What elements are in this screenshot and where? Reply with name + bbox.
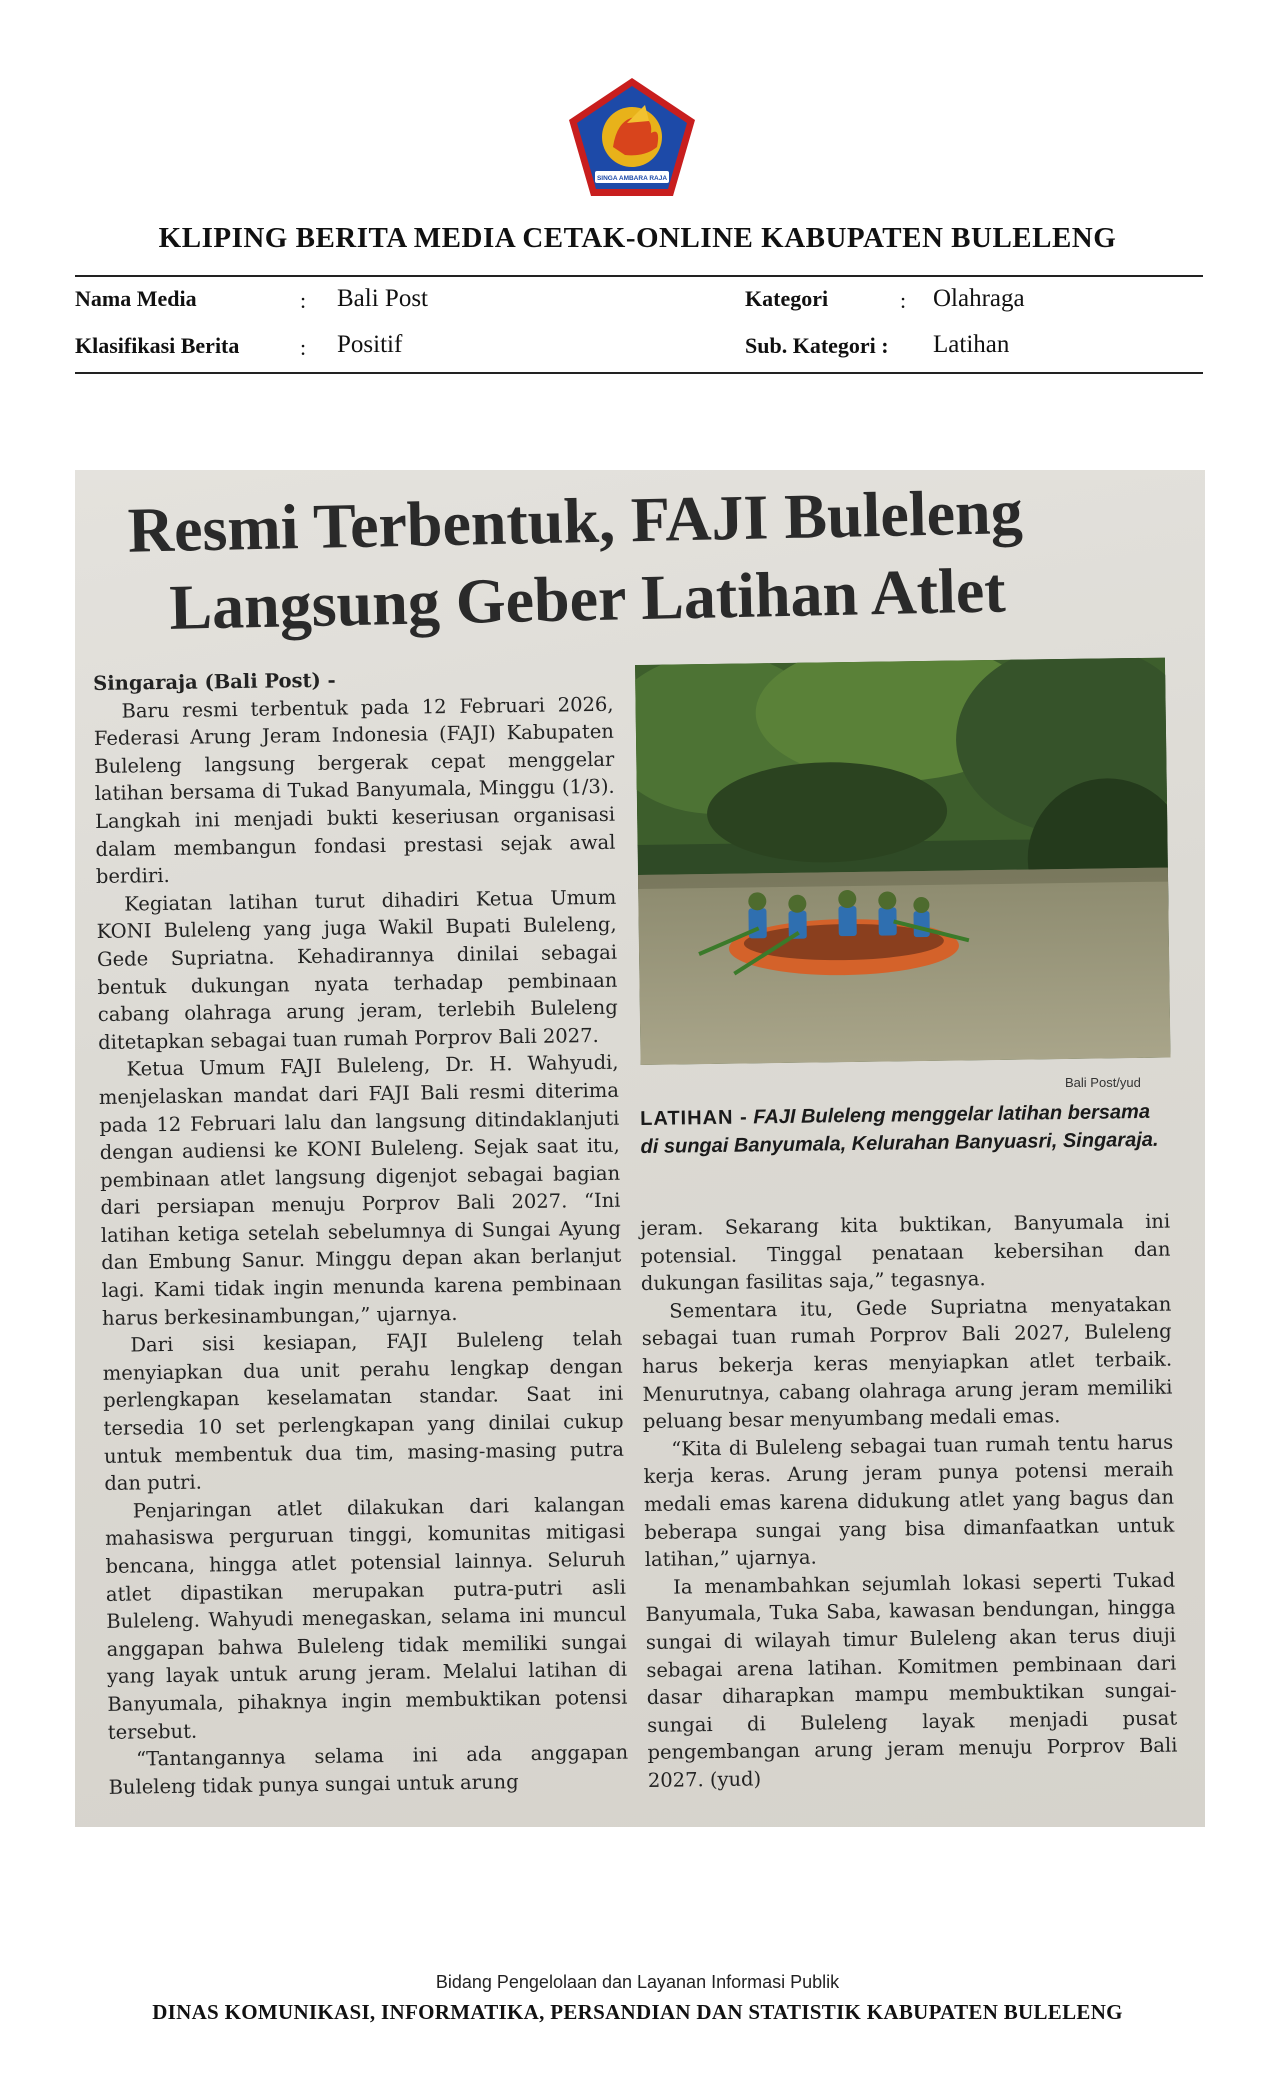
subkategori-label: Sub. Kategori : <box>745 333 889 358</box>
divider-top <box>75 275 1203 277</box>
headline-line-2: Langsung Geber Latihan Atlet <box>168 554 1007 643</box>
photo-caption <box>640 1098 1171 1161</box>
paragraph: Penjaringan atlet dilakukan dari kalangan mahasiswa perguruan tinggi, komunitas mitigasi bencana, hingga atlet potensial lainnya. Seluruh atlet dipastikan merupakan putra-putri asli Buleleng. Wahyudi menegaskan, selama ini muncul anggapan bahwa Buleleng tidak memiliki sungai yang layak untuk arung jeram. Melalui latihan di Banyumala, pihaknya ingin membuktikan potensi tersebut. <box>104 1492 628 1744</box>
paragraph: Dari sisi kesiapan, FAJI Buleleng telah menyiapkan dua unit perahu lengkap dengan perlengkapan keselamatan standar. Saat ini tersedia 10 set perlengkapan yang dinilai cukup untuk membentuk dua tim, masing-masing putra dan putri. <box>102 1326 625 1496</box>
paragraph: Sementara itu, Gede Supriatna menyatakan sebagai tuan rumah Porprov Bali 2027, Buleleng harus bekerja keras menyiapkan atlet terbaik. Menurutnya, cabang olahraga arung jeram memiliki peluang besar menyumbang medali emas. <box>641 1292 1173 1434</box>
kategori-label: Kategori <box>745 286 829 311</box>
photo-credit: Bali Post/yud <box>1065 1075 1141 1090</box>
article-column-2 <box>640 1208 1178 1795</box>
media-value: Bali Post <box>337 285 428 312</box>
headline-line-1: Resmi Terbentuk, FAJI Buleleng <box>127 476 1024 566</box>
article-headline <box>115 470 1178 648</box>
page-title: KLIPING BERITA MEDIA CETAK-ONLINE KABUPATEN BULELENG <box>158 222 1117 254</box>
footer-agency: DINAS KOMUNIKASI, INFORMATIKA, PERSANDIAN DAN STATISTIK KABUPATEN BULELENG <box>152 2000 1123 2024</box>
klasifikasi-colon: : <box>300 335 307 360</box>
rafting-photo <box>635 658 1171 1065</box>
paragraph: “Kita di Buleleng sebagai tuan rumah tentu harus kerja keras. Arung jeram punya potensi meraih medali emas karena didukung atlet yang bagus dan beberapa sungai yang bisa dimanfaatkan untuk latihan,” ujarnya. <box>643 1430 1175 1572</box>
caption-lead: LATIHAN - <box>640 1106 748 1130</box>
media-label: Nama Media <box>75 286 197 311</box>
kategori-colon: : <box>900 288 907 313</box>
footer-department: Bidang Pengelolaan dan Layanan Informasi Publik <box>435 1972 840 1992</box>
subkategori-value: Latihan <box>933 331 1010 358</box>
klasifikasi-label: Klasifikasi Berita <box>75 333 240 358</box>
paragraph: Ketua Umum FAJI Buleleng, Dr. H. Wahyudi, menjelaskan mandat dari FAJI Bali resmi diterima pada 12 Februari lalu dan langsung ditindaklanjuti dengan audiensi ke KONI Buleleng. Sejak saat itu, pembinaan atlet langsung digenjot sebagai bagian dari persiapan menuju Porprov Bali 2027. “Ini latihan ketiga setelah sebelumnya di Sungai Ayung dan Embung Sanur. Minggu depan akan berlanjut lagi. Kami tidak ingin menunda karena pembinaan harus berkesinambungan,” ujarnya. <box>98 1051 622 1330</box>
article-dateline: Singaraja (Bali Post) - <box>93 668 336 695</box>
paragraph: Ia menambahkan sejumlah lokasi seperti Tukad Banyumala, Tuka Saba, kawasan bendungan, hingga sungai di wilayah timur Buleleng akan terus diuji sebagai arena latihan. Komitmen pembinaan dari dasar diharapkan mampu membuktikan sungai-sungai di Buleleng layak menjadi pusat pengembangan arung jeram menuju Porprov Bali 2027. (yud) <box>645 1568 1178 1792</box>
paragraph: Baru resmi terbentuk pada 12 Februari 2026, Federasi Arung Jeram Indonesia (FAJI) Kabupaten Buleleng langsung bergerak cepat menggelar latihan bersama di Tukad Banyumala, Minggu (1/3). Langkah ini menjadi bukti keseriusan organisasi dalam membangun fondasi prestasi sejak awal berdiri. <box>93 692 616 889</box>
media-colon: : <box>300 288 307 313</box>
paragraph: Kegiatan latihan turut dihadiri Ketua Umum KONI Buleleng yang juga Wakil Bupati Buleleng, Gede Supriatna. Kehadirannya dinilai sebagai bentuk dukungan nyata terhadap pembinaan cabang olahraga arung jeram, terlebih Buleleng ditetapkan sebagai tuan rumah Porprov Bali 2027. <box>96 885 618 1054</box>
caption-text: FAJI Buleleng menggelar latihan bersama di sungai Banyumala, Kelurahan Banyuasri, Singaraja. <box>640 1100 1159 1158</box>
regency-emblem-logo <box>565 75 699 199</box>
kategori-value: Olahraga <box>933 285 1025 312</box>
klasifikasi-value: Positif <box>337 331 403 358</box>
paragraph: “Tantangannya selama ini ada anggapan Buleleng tidak punya sungai untuk arung <box>108 1740 629 1799</box>
newspaper-clipping <box>75 470 1205 1827</box>
logo-motto: SINGA AMBARA RAJA <box>596 175 668 182</box>
divider-bottom <box>75 372 1203 374</box>
paragraph: jeram. Sekarang kita buktikan, Banyumala ini potensial. Tinggal penataan kebersihan dan dukungan fasilitas saja,” tegasnya. <box>640 1209 1171 1296</box>
article-column-1 <box>93 663 629 1801</box>
